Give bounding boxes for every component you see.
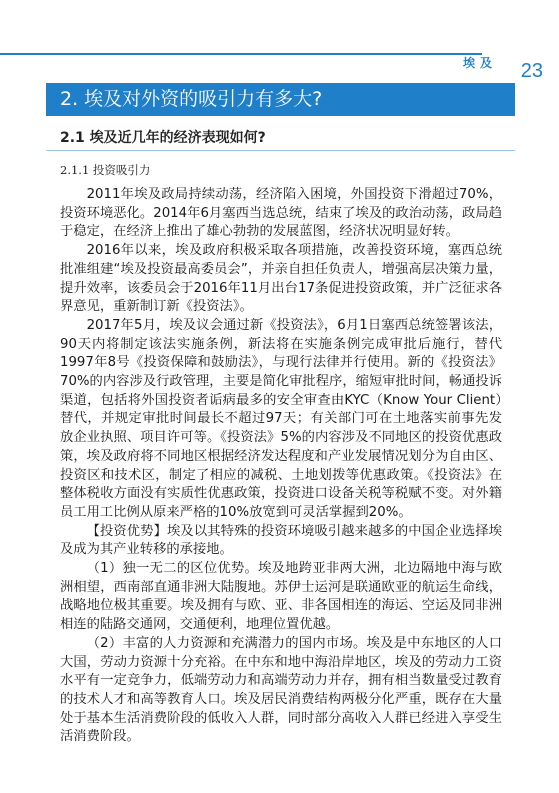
paragraph: （2）丰富的人力资源和充满潜力的国内市场。埃及是中东地区的人口大国，劳动力资源十分充裕。在中东和地中海沿岸地区，埃及的劳动力工资水平有一定竞争力，低端劳动力和高端劳动力并存，拥有相当数量受过教育的技术人才和高等教育人口。埃及居民消费结构两极分化严重，既存在大量处于基本生活消费阶段的低收入人群，同时部分高收入人群已经进入享受生活消费阶段。 — [60, 635, 502, 745]
chapter-title: 2. 埃及对外资的吸引力有多大? — [46, 83, 515, 116]
subsection-heading: 2.1.1 投资吸引力 — [60, 163, 151, 177]
paragraph: 2017年5月，埃及议会通过新《投资法》，6月1日塞西总统签署该法，90天内将制定该法实施条例，新法将在实施条例完成审批后施行，替代1997年8号《投资保障和鼓励法》，与现行法律并行使用。新的《投资法》70%的内容涉及行政管理，主要是简化审批程序，缩短审批时间，畅通投诉渠道，包括将外国投资者诟病最多的安全审查由KYC（Know Your Client）替代，并规定审批时间最长不超过97天；有关部门可在土地落实前事先发放企业执照、项目许可等。《投资法》5%的内容涉及不同地区的投资优惠政策，埃及政府将不同地区根据经济发达程度和产业发展情况划分为自由区、投资区和技术区，制定了相应的减税、土地划拨等优惠政策。《投资法》在整体税收方面没有实质性优惠政策，投资进口设备关税等税赋不变。对外籍员工用工比例从原来严格的10%放宽到可灵活掌握到20%。 — [60, 317, 502, 520]
header-rule — [0, 53, 482, 55]
paragraph: 2016年以来，埃及政府积极采取各项措施，改善投资环境，塞西总统批准组建“埃及投资最高委员会”，并亲自担任负责人，增强高层决策力量，提升效率，该委员会于2016年11月出台17条促进投资政策，并广泛征求各界意见，重新制订新《投资法》。 — [60, 243, 502, 315]
running-title: 埃及 — [462, 56, 497, 70]
body-text — [60, 186, 502, 747]
section-heading: 2.1 埃及近几年的经济表现如何? — [60, 130, 266, 146]
section-divider — [46, 150, 515, 151]
paragraph: 2011年埃及政局持续动荡，经济陷入困境，外国投资下滑超过70%，投资环境恶化。2014年6月塞西当选总统，结束了埃及的政治动荡，政局趋于稳定，在经济上推出了雄心勃勃的发展蓝图，经济状况明显好转。 — [60, 187, 502, 240]
paragraph: 【投资优势】埃及以其特殊的投资环境吸引越来越多的中国企业选择埃及成为其产业转移的承接地。 — [60, 523, 502, 558]
paragraph: （1）独一无二的区位优势。埃及地跨亚非两大洲，北边隔地中海与欧洲相望，西南部直通非洲大陆腹地。苏伊士运河是联通欧亚的航运生命线，战略地位极其重要。埃及拥有与欧、亚、非各国相连的海运、空运及同非洲相连的陆路交通网，交通便利，地理位置优越。 — [60, 561, 502, 633]
page-number: 23 — [520, 60, 543, 82]
